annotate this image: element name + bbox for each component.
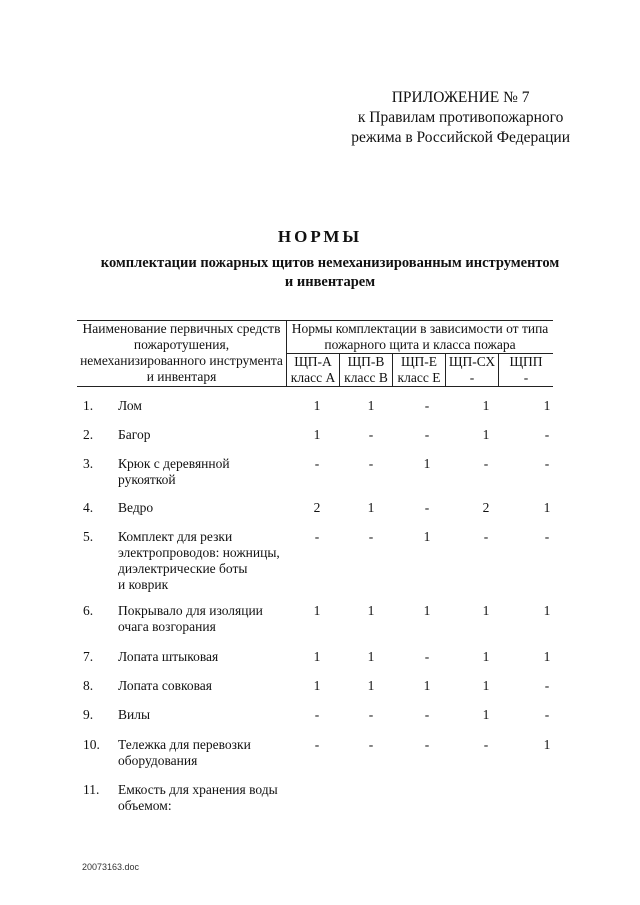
row-value: 1 — [367, 649, 375, 664]
row-value: 1 — [313, 398, 321, 413]
row-value: - — [314, 529, 320, 544]
row-value: - — [424, 427, 430, 442]
row-value: 1 — [543, 500, 551, 515]
row-value: 1 — [543, 649, 551, 664]
row-item-name: Тележка для перевозки оборудования — [118, 737, 251, 768]
row-number: 6. — [83, 603, 94, 618]
row-item-name: Лопата совковая — [118, 678, 213, 693]
row-value: - — [368, 707, 374, 722]
row-value: - — [314, 707, 320, 722]
row-item-name: Комплект для резки электропроводов: ножницы, диэлектрические боты и коврик — [118, 529, 280, 592]
row-value: 1 — [313, 603, 321, 618]
row-value: 2 — [482, 500, 490, 515]
row-number: 2. — [83, 427, 94, 442]
row-value: - — [483, 529, 489, 544]
row-value: 1 — [423, 603, 431, 618]
subtitle-line-1: комплектации пожарных щитов немеханизированным инструментом — [100, 255, 560, 271]
norms-column-header: Нормы комплектации в зависимости от типа пожарного щита и класса пожара — [287, 321, 554, 354]
document-title: НОРМЫ — [277, 227, 363, 246]
column-header-shchpp: ЩПП - — [499, 354, 554, 387]
row-value: 1 — [367, 398, 375, 413]
row-value: 1 — [543, 737, 551, 752]
appendix-regime-ref: режима в Российской Федерации — [351, 129, 570, 146]
row-value: 1 — [482, 398, 490, 413]
row-value: 1 — [313, 649, 321, 664]
row-value: 1 — [543, 398, 551, 413]
row-item-name: Емкость для хранения воды объемом: — [118, 782, 278, 813]
row-number: 5. — [83, 529, 94, 544]
column-header-shchp-v: ЩП-В класс В — [340, 354, 393, 387]
row-number: 11. — [83, 782, 100, 797]
row-value: - — [368, 456, 374, 471]
row-value: - — [544, 529, 550, 544]
row-value: - — [424, 737, 430, 752]
row-value: 1 — [367, 678, 375, 693]
row-value: - — [424, 500, 430, 515]
row-value: 1 — [367, 603, 375, 618]
row-value: - — [483, 737, 489, 752]
row-value: 1 — [482, 678, 490, 693]
row-value: 1 — [423, 678, 431, 693]
appendix-heading — [351, 88, 570, 148]
row-value: - — [424, 649, 430, 664]
row-value: 2 — [313, 500, 321, 515]
row-item-name: Крюк с деревянной рукояткой — [118, 456, 230, 487]
row-value: - — [424, 707, 430, 722]
appendix-number: ПРИЛОЖЕНИЕ № 7 — [391, 89, 530, 106]
row-value: 1 — [367, 500, 375, 515]
row-value: 1 — [543, 603, 551, 618]
row-item-name: Вилы — [118, 707, 151, 722]
row-value: - — [544, 456, 550, 471]
appendix-rules-ref: к Правилам противопожарного — [357, 109, 564, 126]
row-item-name: Лопата штыковая — [118, 649, 219, 664]
row-number: 4. — [83, 500, 94, 515]
row-value: - — [368, 427, 374, 442]
subtitle-line-2: и инвентарем — [284, 274, 376, 290]
table-header — [77, 320, 553, 387]
column-header-shchp-a: ЩП-А класс А — [287, 354, 340, 387]
row-number: 10. — [83, 737, 100, 752]
row-number: 9. — [83, 707, 94, 722]
row-value: - — [368, 529, 374, 544]
row-number: 1. — [83, 398, 94, 413]
row-value: 1 — [482, 427, 490, 442]
row-value: 1 — [482, 707, 490, 722]
row-value: - — [544, 707, 550, 722]
row-number: 3. — [83, 456, 94, 471]
row-item-name: Багор — [118, 427, 151, 442]
row-item-name: Лом — [118, 398, 142, 413]
column-header-shchp-skh: ЩП-СХ - — [446, 354, 499, 387]
row-value: 1 — [423, 529, 431, 544]
row-value: 1 — [482, 603, 490, 618]
row-item-name: Ведро — [118, 500, 154, 515]
row-value: 1 — [482, 649, 490, 664]
row-value: - — [314, 456, 320, 471]
row-value: 1 — [313, 678, 321, 693]
row-value: - — [424, 398, 430, 413]
row-number: 7. — [83, 649, 94, 664]
row-value: - — [544, 678, 550, 693]
row-value: - — [544, 427, 550, 442]
row-value: 1 — [423, 456, 431, 471]
name-column-header: Наименование первичных средств пожаротушения, немеханизированного инструмента и инвентаря — [77, 321, 287, 387]
row-value: 1 — [313, 427, 321, 442]
row-value: - — [483, 456, 489, 471]
document-subtitle — [70, 254, 590, 292]
row-value: - — [314, 737, 320, 752]
column-header-shchp-e: ЩП-Е класс Е — [393, 354, 446, 387]
row-value: - — [368, 737, 374, 752]
file-name: 20073163.doc — [82, 862, 140, 872]
row-item-name: Покрывало для изоляции очага возгорания — [118, 603, 263, 634]
row-number: 8. — [83, 678, 94, 693]
